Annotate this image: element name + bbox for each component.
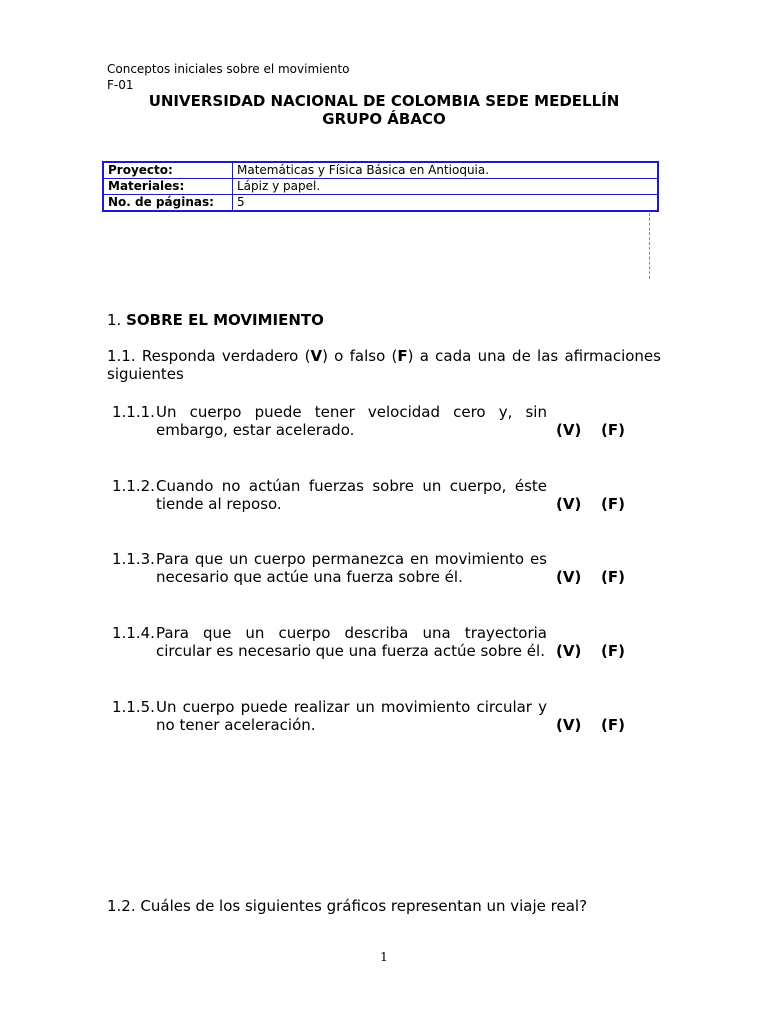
question-text: Para que un cuerpo describa una trayectoria circular es necesario que una fuerza actúe sobre él. (156, 624, 547, 660)
table-row (103, 179, 658, 195)
question-number: 1.1.2. (112, 477, 155, 495)
true-option[interactable]: (V) (556, 495, 582, 513)
question-number: 1.1.5. (112, 698, 155, 716)
question-number: 1.1.4. (112, 624, 155, 642)
instruction-suffix: ) a cada una de las afirmaciones siguientes (107, 347, 661, 383)
instruction-mid: ) o falso ( (322, 347, 398, 365)
table-row (103, 162, 658, 179)
instruction-text (107, 347, 661, 383)
info-value: Matemáticas y Física Básica en Antioquia. (233, 162, 659, 179)
info-value: 5 (233, 195, 659, 212)
section-title: SOBRE EL MOVIMIENTO (126, 311, 324, 329)
false-option[interactable]: (F) (601, 716, 625, 734)
document-subject: Conceptos iniciales sobre el movimiento (107, 62, 350, 76)
question-1-2: 1.2. Cuáles de los siguientes gráficos representan un viaje real? (107, 897, 588, 915)
info-key: No. de páginas: (103, 195, 233, 212)
false-option[interactable]: (F) (601, 495, 625, 513)
table-row (103, 195, 658, 212)
project-info-table (102, 161, 659, 212)
instruction-prefix: 1.1. Responda verdadero ( (107, 347, 311, 365)
false-option[interactable]: (F) (601, 642, 625, 660)
info-key: Materiales: (103, 179, 233, 195)
info-value: Lápiz y papel. (233, 179, 659, 195)
document-code: F-01 (107, 78, 134, 92)
false-option[interactable]: (F) (601, 568, 625, 586)
question-text: Un cuerpo puede realizar un movimiento circular y no tener aceleración. (156, 698, 547, 734)
true-option[interactable]: (V) (556, 568, 582, 586)
true-option[interactable]: (V) (556, 421, 582, 439)
institution-title: UNIVERSIDAD NACIONAL DE COLOMBIA SEDE MEDELLÍN (148, 92, 620, 110)
section-number: 1. (107, 311, 122, 329)
info-key: Proyecto: (103, 162, 233, 179)
question-number: 1.1.1. (112, 403, 155, 421)
instruction-f: F (397, 347, 408, 365)
false-option[interactable]: (F) (601, 421, 625, 439)
question-text: Cuando no actúan fuerzas sobre un cuerpo, éste tiende al reposo. (156, 477, 547, 513)
question-text: Un cuerpo puede tener velocidad cero y, sin embargo, estar acelerado. (156, 403, 547, 439)
section-heading (107, 311, 324, 330)
group-title: GRUPO ÁBACO (322, 110, 446, 128)
question-number: 1.1.3. (112, 550, 155, 568)
true-option[interactable]: (V) (556, 716, 582, 734)
page-number: 1 (380, 950, 388, 964)
true-option[interactable]: (V) (556, 642, 582, 660)
question-text: Para que un cuerpo permanezca en movimiento es necesario que actúe una fuerza sobre él. (156, 550, 547, 586)
margin-marker-line (649, 213, 650, 279)
instruction-v: V (310, 347, 323, 365)
